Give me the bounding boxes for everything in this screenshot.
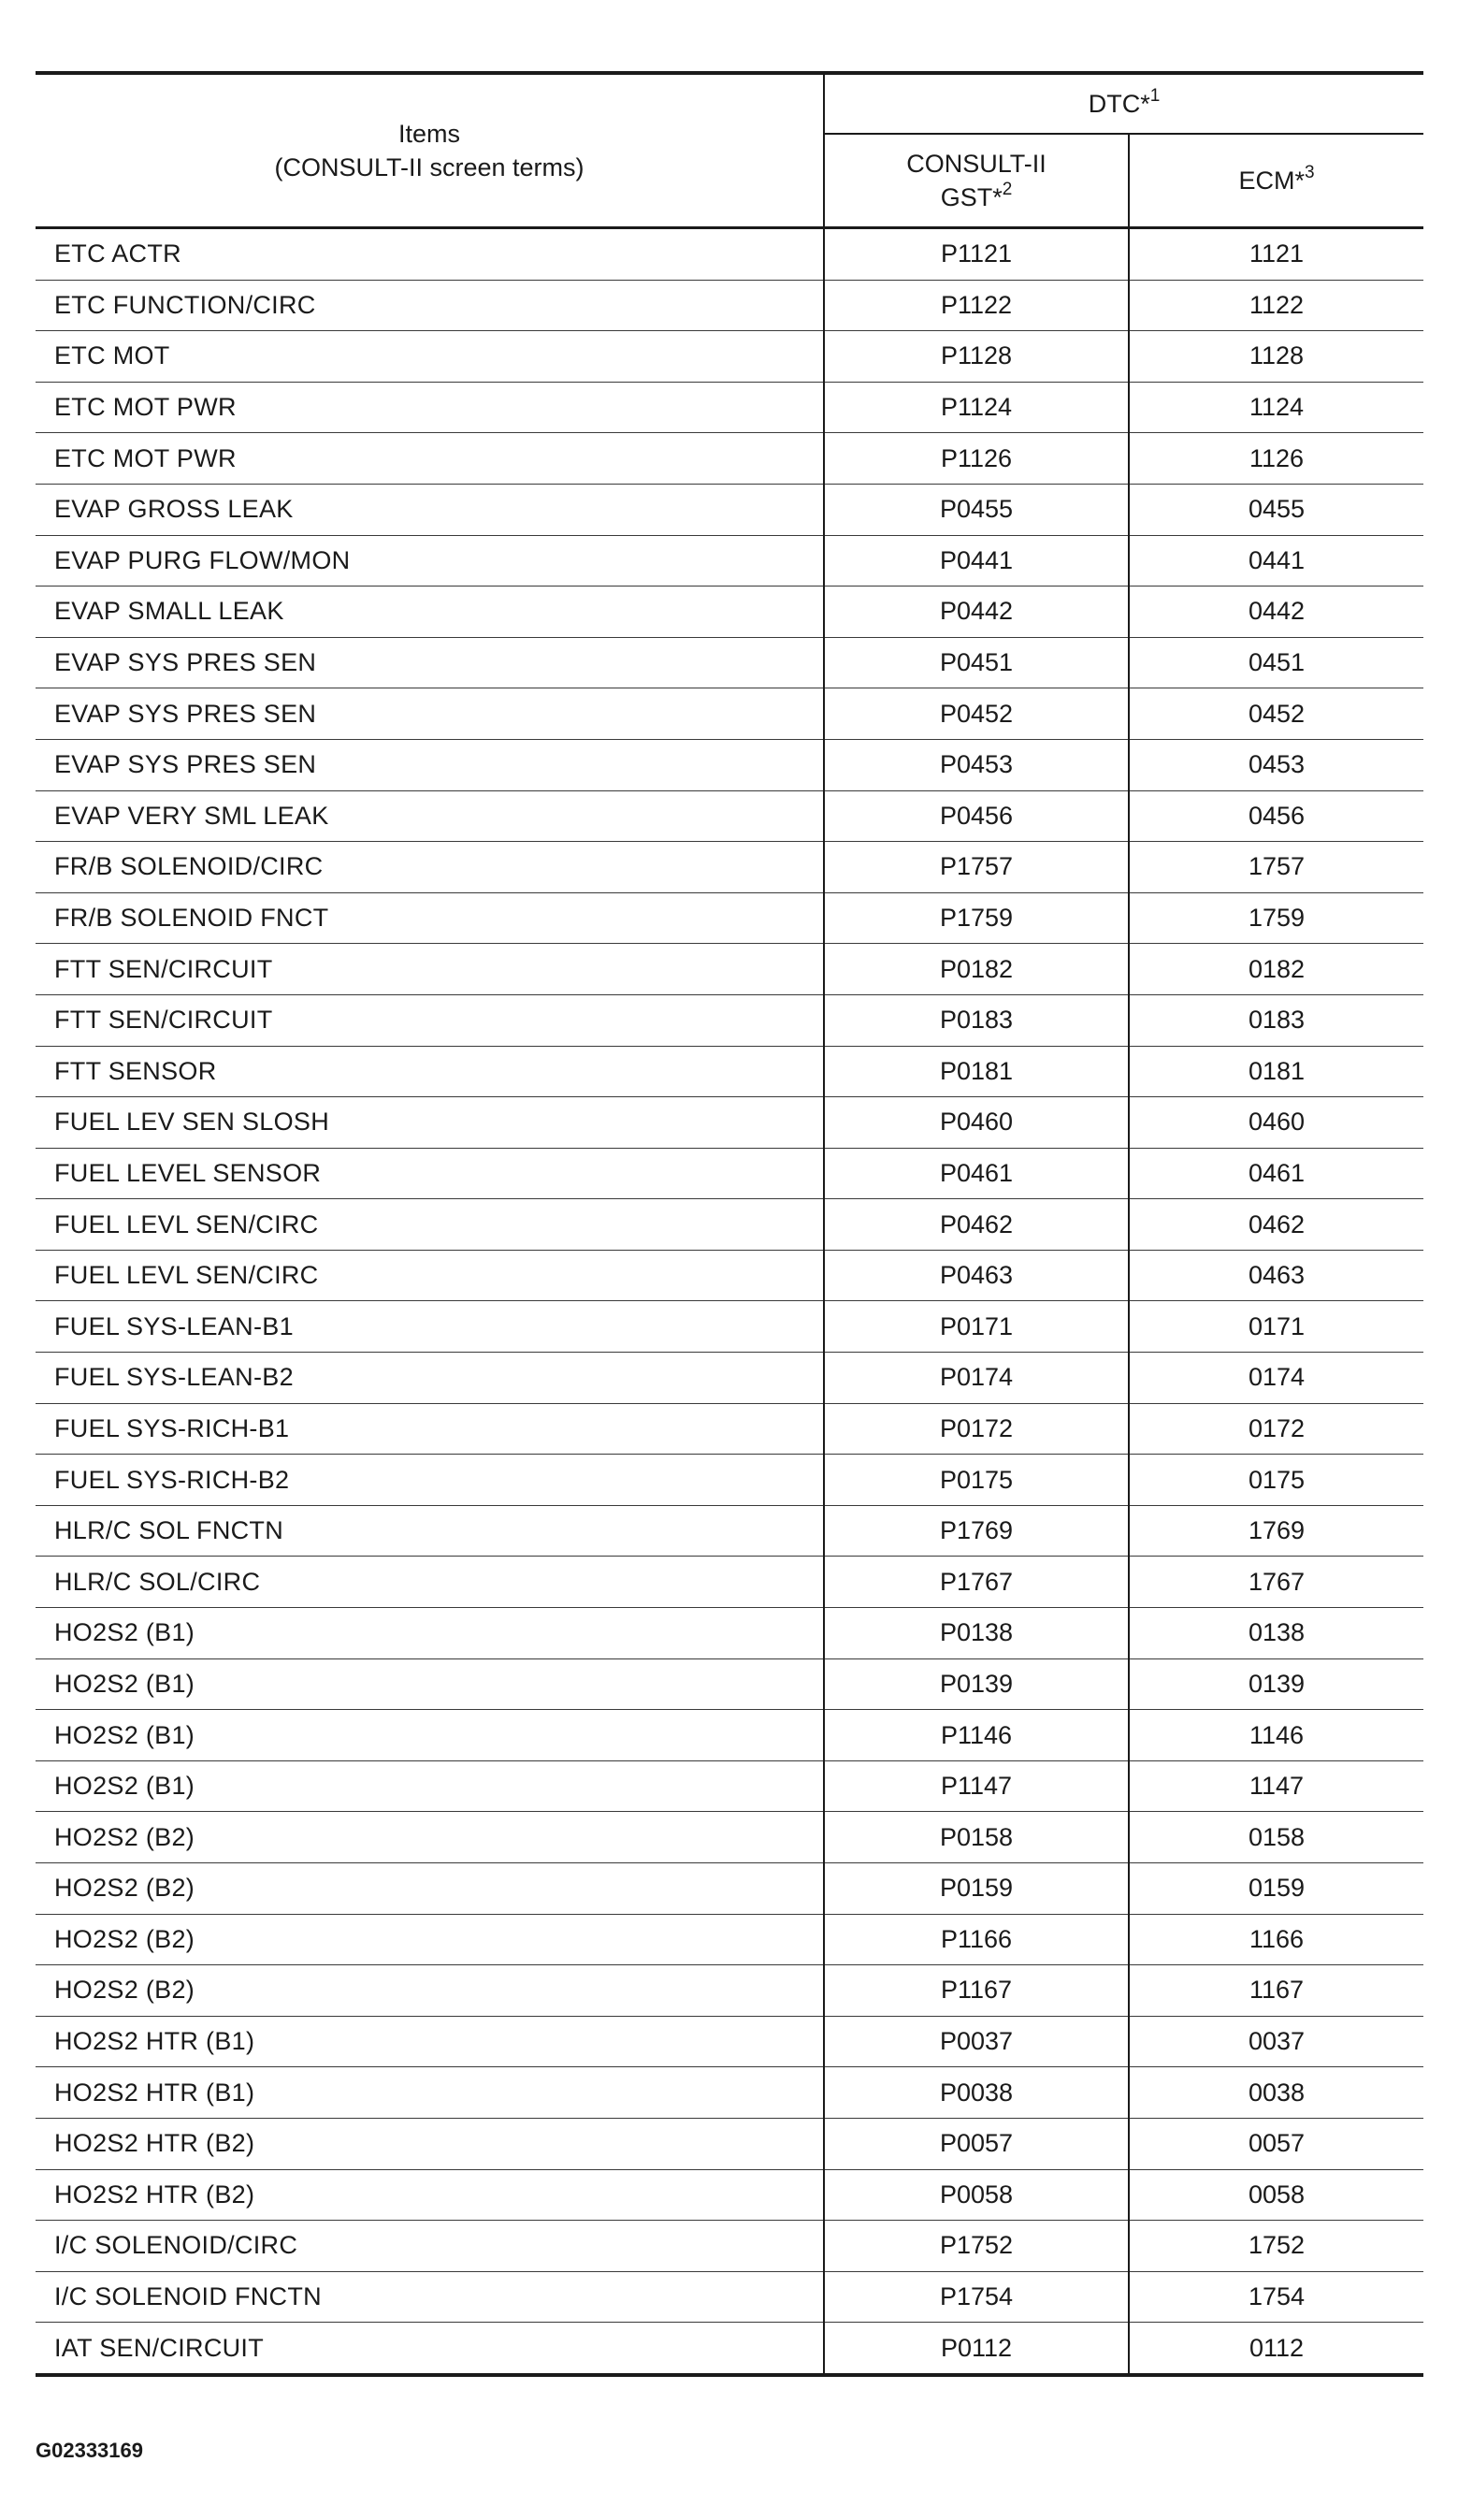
ecm-code-cell: 1124: [1129, 382, 1423, 433]
item-cell: HO2S2 (B2): [36, 1965, 824, 2017]
item-cell: ETC MOT PWR: [36, 382, 824, 433]
gst-code-cell: P0158: [824, 1812, 1129, 1863]
ecm-code-cell: 0462: [1129, 1199, 1423, 1251]
items-header-line1: Items: [397, 120, 460, 148]
header-row-top: [36, 73, 1423, 134]
gst-code-cell: P0182: [824, 944, 1129, 995]
gst-code-cell: P1752: [824, 2221, 1129, 2272]
table-row: [36, 1812, 1423, 1863]
ecm-code-cell: 1126: [1129, 433, 1423, 485]
item-cell: EVAP SYS PRES SEN: [36, 637, 824, 688]
ecm-code-cell: 0181: [1129, 1046, 1423, 1097]
ecm-code-cell: 1122: [1129, 280, 1423, 331]
gst-code-cell: P0441: [824, 535, 1129, 587]
item-cell: HO2S2 HTR (B1): [36, 2016, 824, 2067]
ecm-code-cell: 0442: [1129, 587, 1423, 638]
item-cell: HLR/C SOL/CIRC: [36, 1557, 824, 1608]
gst-code-cell: P1124: [824, 382, 1129, 433]
gst-code-cell: P0037: [824, 2016, 1129, 2067]
gst-code-cell: P0159: [824, 1863, 1129, 1915]
table-row: [36, 2118, 1423, 2169]
ecm-column-header: [1129, 134, 1423, 228]
gst-code-cell: P0172: [824, 1403, 1129, 1455]
gst-column-header: [824, 134, 1129, 228]
table-row: [36, 535, 1423, 587]
table-row: [36, 2271, 1423, 2323]
ecm-code-cell: 1769: [1129, 1505, 1423, 1557]
item-cell: EVAP PURG FLOW/MON: [36, 535, 824, 587]
ecm-code-cell: 1166: [1129, 1914, 1423, 1965]
ecm-code-cell: 1121: [1129, 228, 1423, 281]
ecm-code-cell: 0183: [1129, 994, 1423, 1046]
table-row: [36, 1199, 1423, 1251]
table-row: [36, 1658, 1423, 1710]
ecm-code-cell: 0038: [1129, 2067, 1423, 2119]
gst-code-cell: P1757: [824, 842, 1129, 893]
ecm-code-cell: 1757: [1129, 842, 1423, 893]
table-row: [36, 994, 1423, 1046]
item-cell: HO2S2 (B1): [36, 1710, 824, 1761]
gst-header-footnote: 2: [1002, 180, 1013, 199]
gst-code-cell: P0183: [824, 994, 1129, 1046]
item-cell: HO2S2 HTR (B2): [36, 2118, 824, 2169]
ecm-code-cell: 1167: [1129, 1965, 1423, 2017]
ecm-code-cell: 0452: [1129, 688, 1423, 740]
ecm-code-cell: 0112: [1129, 2323, 1423, 2375]
gst-code-cell: P1767: [824, 1557, 1129, 1608]
ecm-code-cell: 0139: [1129, 1658, 1423, 1710]
item-cell: EVAP GROSS LEAK: [36, 484, 824, 535]
gst-code-cell: P0057: [824, 2118, 1129, 2169]
ecm-code-cell: 0174: [1129, 1353, 1423, 1404]
item-cell: HO2S2 (B1): [36, 1658, 824, 1710]
ecm-code-cell: 0460: [1129, 1097, 1423, 1149]
gst-code-cell: P0175: [824, 1455, 1129, 1506]
item-cell: IAT SEN/CIRCUIT: [36, 2323, 824, 2375]
ecm-code-cell: 0453: [1129, 739, 1423, 790]
gst-code-cell: P0112: [824, 2323, 1129, 2375]
table-row: [36, 1760, 1423, 1812]
item-cell: FUEL SYS-LEAN-B1: [36, 1301, 824, 1353]
dtc-table: [36, 71, 1423, 2377]
gst-code-cell: P1769: [824, 1505, 1129, 1557]
gst-code-cell: P0038: [824, 2067, 1129, 2119]
item-cell: FUEL SYS-LEAN-B2: [36, 1353, 824, 1404]
table-row: [36, 382, 1423, 433]
table-row: [36, 1455, 1423, 1506]
table-row: [36, 790, 1423, 842]
gst-code-cell: P0455: [824, 484, 1129, 535]
table-row: [36, 1250, 1423, 1301]
table-row: [36, 1914, 1423, 1965]
ecm-code-cell: 1752: [1129, 2221, 1423, 2272]
item-cell: HO2S2 (B2): [36, 1812, 824, 1863]
gst-code-cell: P1147: [824, 1760, 1129, 1812]
item-cell: HO2S2 (B2): [36, 1914, 824, 1965]
gst-code-cell: P0139: [824, 1658, 1129, 1710]
ecm-code-cell: 0455: [1129, 484, 1423, 535]
item-cell: I/C SOLENOID FNCTN: [36, 2271, 824, 2323]
item-cell: ETC ACTR: [36, 228, 824, 281]
gst-code-cell: P0460: [824, 1097, 1129, 1149]
ecm-code-cell: 0159: [1129, 1863, 1423, 1915]
table-row: [36, 1965, 1423, 2017]
ecm-code-cell: 0461: [1129, 1148, 1423, 1199]
gst-code-cell: P0452: [824, 688, 1129, 740]
gst-code-cell: P1146: [824, 1710, 1129, 1761]
dtc-header-label: DTC*: [1088, 90, 1150, 118]
item-cell: FR/B SOLENOID FNCT: [36, 892, 824, 944]
gst-code-cell: P1759: [824, 892, 1129, 944]
ecm-code-cell: 1128: [1129, 331, 1423, 383]
ecm-code-cell: 1146: [1129, 1710, 1423, 1761]
ecm-code-cell: 0172: [1129, 1403, 1423, 1455]
item-cell: HLR/C SOL FNCTN: [36, 1505, 824, 1557]
ecm-header-label: ECM*: [1238, 167, 1305, 195]
table-row: [36, 2016, 1423, 2067]
gst-code-cell: P1128: [824, 331, 1129, 383]
table-row: [36, 2221, 1423, 2272]
ecm-code-cell: 0175: [1129, 1455, 1423, 1506]
table-row: [36, 280, 1423, 331]
table-row: [36, 1097, 1423, 1149]
table-row: [36, 1608, 1423, 1659]
table-row: [36, 842, 1423, 893]
gst-code-cell: P1121: [824, 228, 1129, 281]
item-cell: FTT SEN/CIRCUIT: [36, 944, 824, 995]
ecm-code-cell: 0182: [1129, 944, 1423, 995]
table-row: [36, 2067, 1423, 2119]
item-cell: EVAP SYS PRES SEN: [36, 739, 824, 790]
table-row: [36, 1148, 1423, 1199]
gst-code-cell: P1166: [824, 1914, 1129, 1965]
item-cell: FUEL SYS-RICH-B2: [36, 1455, 824, 1506]
ecm-code-cell: 0138: [1129, 1608, 1423, 1659]
table-row: [36, 1403, 1423, 1455]
item-cell: HO2S2 (B1): [36, 1608, 824, 1659]
item-cell: FTT SENSOR: [36, 1046, 824, 1097]
gst-code-cell: P0461: [824, 1148, 1129, 1199]
table-row: [36, 2323, 1423, 2375]
item-cell: HO2S2 HTR (B2): [36, 2169, 824, 2221]
ecm-header-footnote: 3: [1304, 163, 1315, 182]
gst-header-line1: CONSULT-II: [906, 150, 1047, 178]
item-cell: EVAP VERY SML LEAK: [36, 790, 824, 842]
dtc-column-header: [824, 73, 1423, 134]
gst-code-cell: P1122: [824, 280, 1129, 331]
ecm-code-cell: 1147: [1129, 1760, 1423, 1812]
item-cell: ETC MOT: [36, 331, 824, 383]
items-header-line2: (CONSULT-II screen terms): [274, 153, 585, 181]
table-row: [36, 433, 1423, 485]
table-row: [36, 637, 1423, 688]
ecm-code-cell: 0463: [1129, 1250, 1423, 1301]
item-cell: FUEL LEV SEN SLOSH: [36, 1097, 824, 1149]
item-cell: HO2S2 (B1): [36, 1760, 824, 1812]
gst-code-cell: P1167: [824, 1965, 1129, 2017]
ecm-code-cell: 0037: [1129, 2016, 1423, 2067]
ecm-code-cell: 1759: [1129, 892, 1423, 944]
table-row: [36, 1353, 1423, 1404]
table-row: [36, 944, 1423, 995]
item-cell: FTT SEN/CIRCUIT: [36, 994, 824, 1046]
item-cell: FUEL LEVEL SENSOR: [36, 1148, 824, 1199]
gst-code-cell: P0442: [824, 587, 1129, 638]
item-cell: FR/B SOLENOID/CIRC: [36, 842, 824, 893]
item-cell: EVAP SYS PRES SEN: [36, 688, 824, 740]
item-cell: HO2S2 (B2): [36, 1863, 824, 1915]
ecm-code-cell: 0456: [1129, 790, 1423, 842]
ecm-code-cell: 0441: [1129, 535, 1423, 587]
ecm-code-cell: 0058: [1129, 2169, 1423, 2221]
table-row: [36, 2169, 1423, 2221]
items-column-header: [36, 73, 824, 228]
table-body: [36, 228, 1423, 2375]
ecm-code-cell: 0451: [1129, 637, 1423, 688]
table-row: [36, 587, 1423, 638]
table-row: [36, 1505, 1423, 1557]
item-cell: EVAP SMALL LEAK: [36, 587, 824, 638]
item-cell: ETC MOT PWR: [36, 433, 824, 485]
dtc-header-footnote: 1: [1149, 86, 1161, 106]
table-row: [36, 1301, 1423, 1353]
table-row: [36, 1710, 1423, 1761]
item-cell: FUEL LEVL SEN/CIRC: [36, 1250, 824, 1301]
table-row: [36, 331, 1423, 383]
table-header: [36, 73, 1423, 228]
table-row: [36, 1863, 1423, 1915]
gst-code-cell: P1754: [824, 2271, 1129, 2323]
gst-code-cell: P0463: [824, 1250, 1129, 1301]
item-cell: I/C SOLENOID/CIRC: [36, 2221, 824, 2272]
item-cell: FUEL LEVL SEN/CIRC: [36, 1199, 824, 1251]
figure-id: G02333169: [36, 2439, 143, 2462]
ecm-code-cell: 1767: [1129, 1557, 1423, 1608]
table-row: [36, 228, 1423, 281]
table-row: [36, 484, 1423, 535]
gst-code-cell: P0181: [824, 1046, 1129, 1097]
table-row: [36, 1557, 1423, 1608]
item-cell: ETC FUNCTION/CIRC: [36, 280, 824, 331]
item-cell: FUEL SYS-RICH-B1: [36, 1403, 824, 1455]
gst-code-cell: P0174: [824, 1353, 1129, 1404]
ecm-code-cell: 0057: [1129, 2118, 1423, 2169]
gst-header-line2: GST*: [940, 183, 1003, 211]
gst-code-cell: P0171: [824, 1301, 1129, 1353]
gst-code-cell: P0462: [824, 1199, 1129, 1251]
gst-code-cell: P0453: [824, 739, 1129, 790]
table-row: [36, 1046, 1423, 1097]
gst-code-cell: P1126: [824, 433, 1129, 485]
gst-code-cell: P0456: [824, 790, 1129, 842]
gst-code-cell: P0138: [824, 1608, 1129, 1659]
gst-code-cell: P0058: [824, 2169, 1129, 2221]
table-row: [36, 892, 1423, 944]
gst-code-cell: P0451: [824, 637, 1129, 688]
ecm-code-cell: 1754: [1129, 2271, 1423, 2323]
table-row: [36, 739, 1423, 790]
table-row: [36, 688, 1423, 740]
ecm-code-cell: 0158: [1129, 1812, 1423, 1863]
ecm-code-cell: 0171: [1129, 1301, 1423, 1353]
item-cell: HO2S2 HTR (B1): [36, 2067, 824, 2119]
